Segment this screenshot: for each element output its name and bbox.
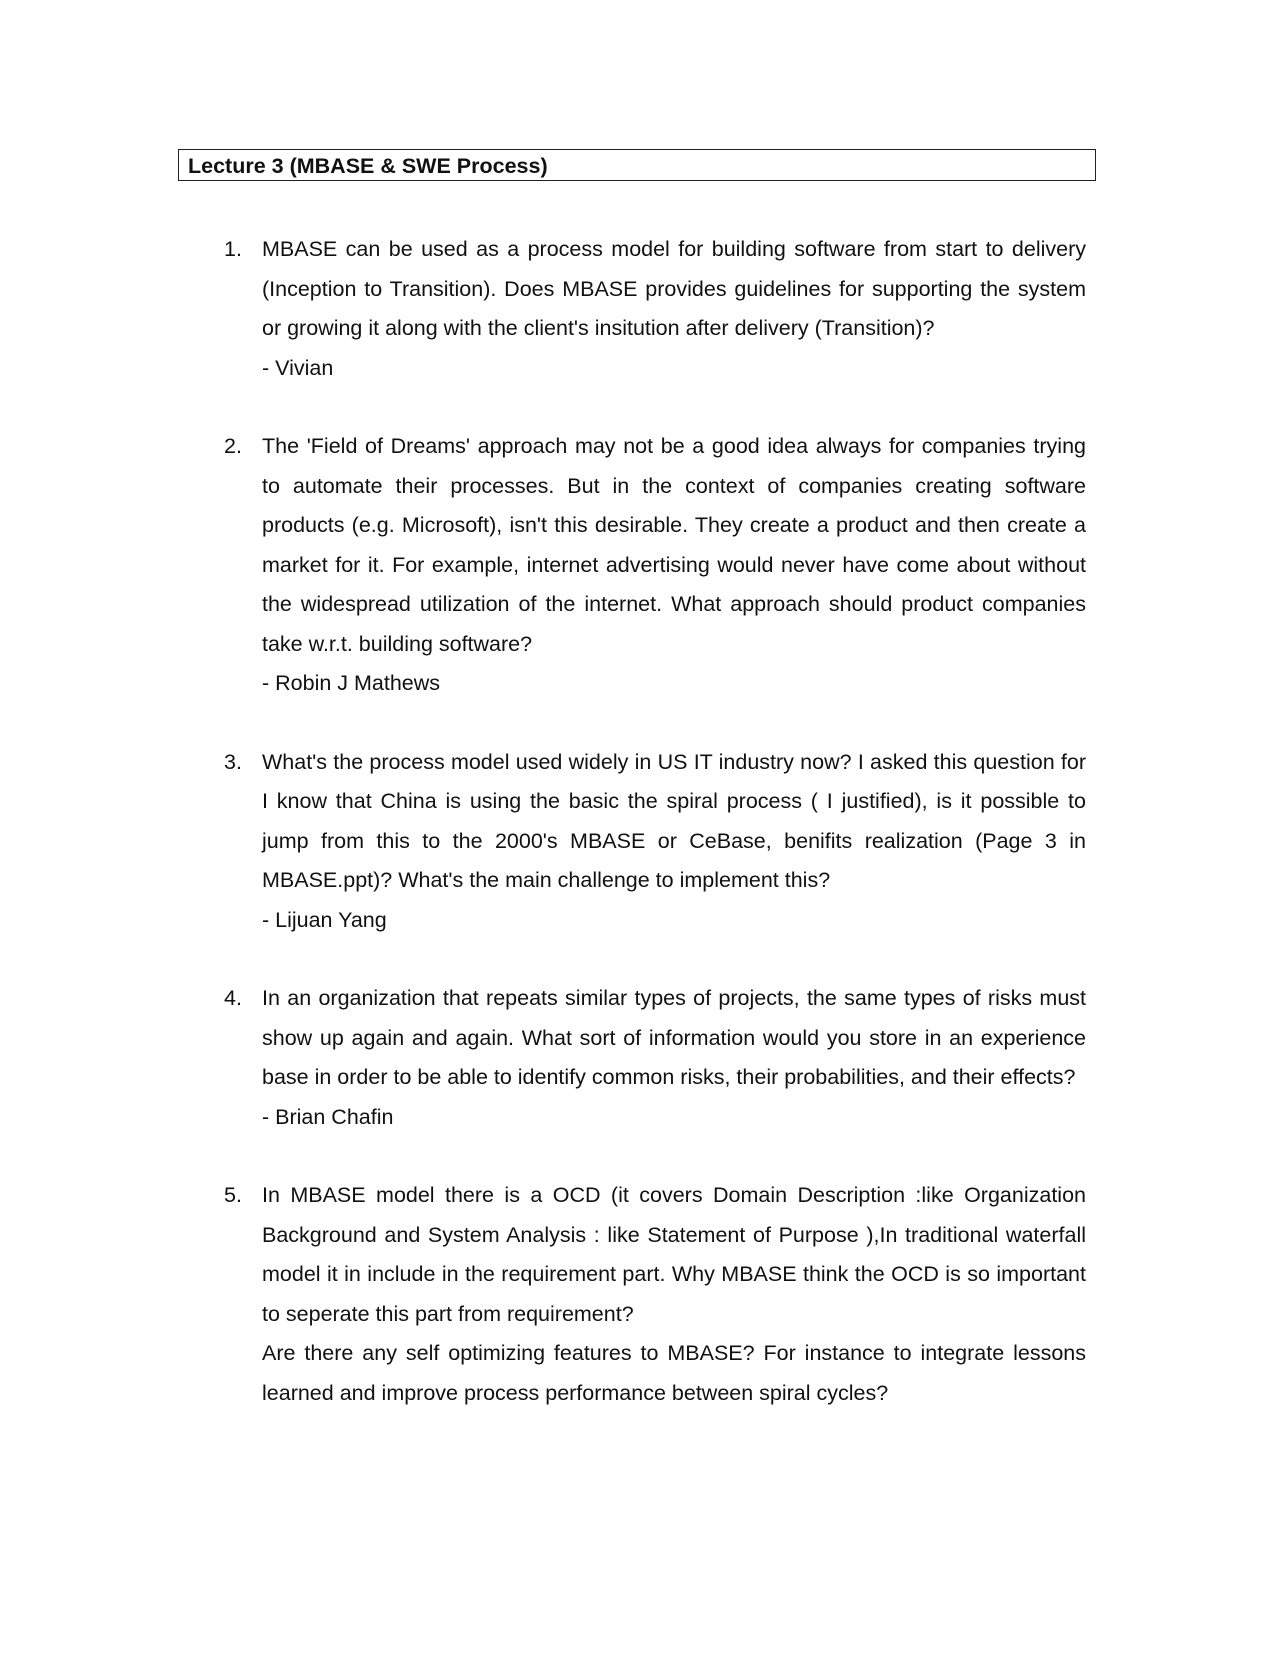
question-text: In MBASE model there is a OCD (it covers Domain Description :like Organization Background and System Analysis : like Statement of Purpose ),In traditional waterfall model it in include in the requirement part. Why MBASE think the OCD is so important to seperate this part from requirement? [262, 1183, 1086, 1326]
question-text: In an organization that repeats similar types of projects, the same types of risks must show up again and again. What sort of information would you store in an experience base in order to be able to identify common risks, their probabilities, and their effects? [262, 986, 1086, 1089]
question-number: 5. [224, 1183, 242, 1207]
lecture-title: Lecture 3 (MBASE & SWE Process) [178, 149, 1096, 181]
question-list [214, 230, 1086, 1452]
question-text-followup: Are there any self optimizing features to MBASE? For instance to integrate lessons learned and improve process performance between spiral cycles? [262, 1341, 1086, 1405]
question-author: - Robin J Mathews [262, 671, 441, 695]
question-text: MBASE can be used as a process model for building software from start to delivery (Inception to Transition). Does MBASE provides guidelines for supporting the system or growing it along with the client's insitution after delivery (Transition)? [262, 237, 1086, 340]
question-author: - Lijuan Yang [262, 907, 387, 932]
question-text: What's the process model used widely in US IT industry now? I asked this question for I know that China is using the basic the spiral process ( I justified), is it possible to jump from this to the 2000's MBASE or CeBase, benifits realization (Page 3 in MBASE.ppt)? What's the main challenge to implement this? [262, 749, 1086, 892]
question-item [214, 427, 1086, 704]
question-item [214, 1176, 1086, 1413]
question-number: 1. [224, 237, 242, 261]
question-item [214, 979, 1086, 1137]
question-item [214, 743, 1086, 941]
question-number: 3. [224, 749, 242, 774]
question-number: 2. [224, 434, 242, 458]
question-author: - Brian Chafin [262, 1104, 394, 1129]
question-item [214, 230, 1086, 388]
question-text: The 'Field of Dreams' approach may not be a good idea always for companies trying to automate their processes. But in the context of companies creating software products (e.g. Microsoft), isn't this desirable. They create a product and then create a market for it. For example, internet advertising would never have come about without the widespread utilization of the internet. What approach should product companies take w.r.t. building software? [262, 434, 1086, 656]
question-number: 4. [224, 986, 242, 1010]
question-author: - Vivian [262, 355, 334, 380]
